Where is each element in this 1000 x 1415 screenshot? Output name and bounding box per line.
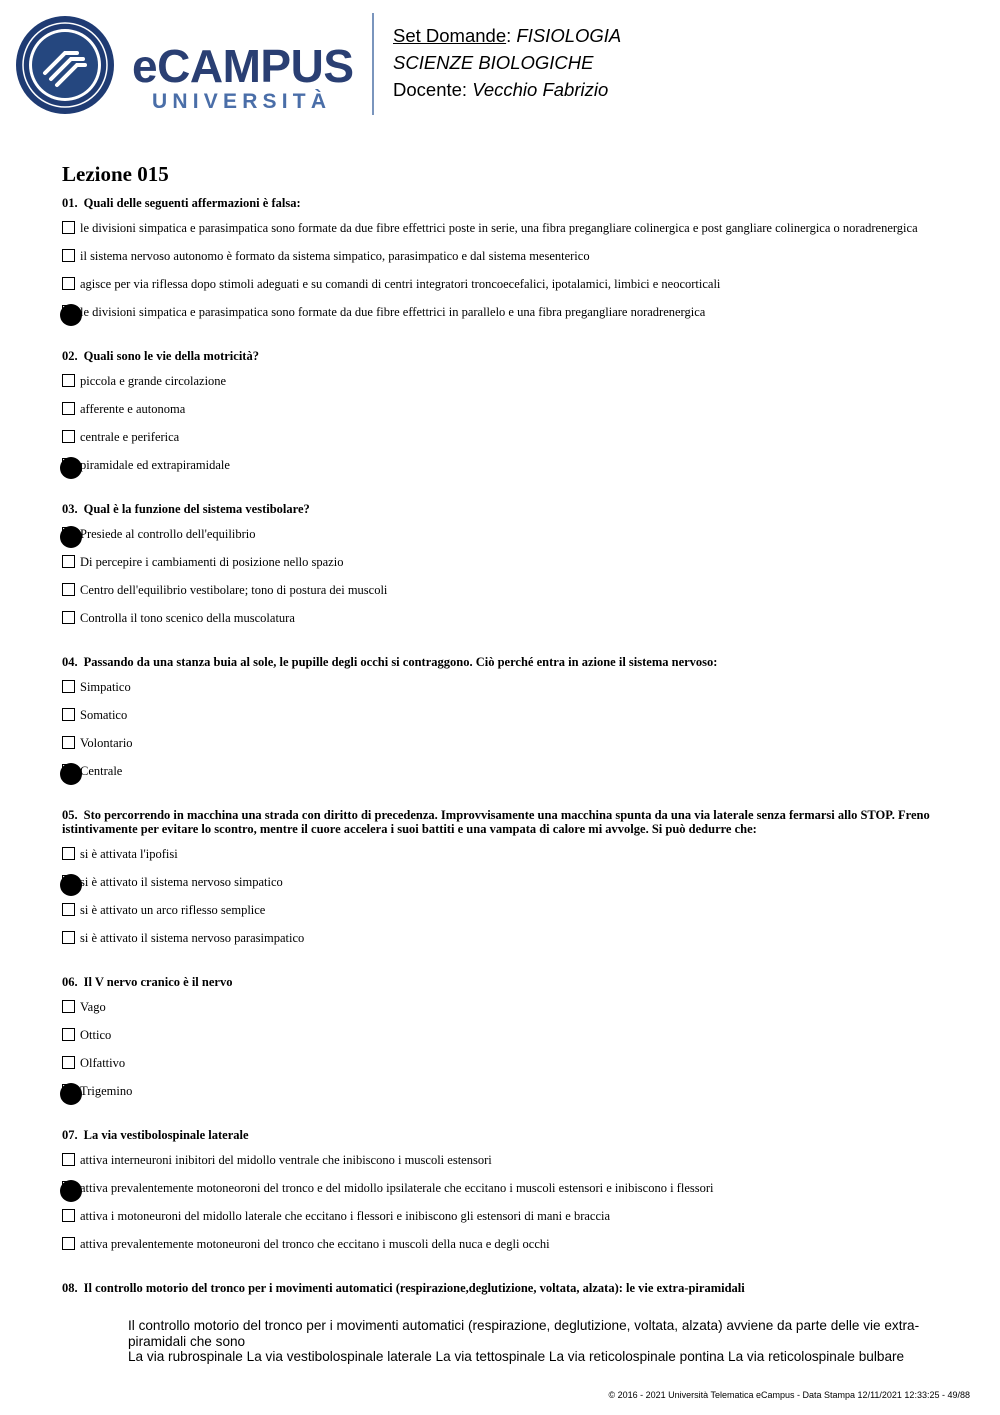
option-checkbox[interactable] <box>62 611 75 624</box>
option-text: Trigemino <box>80 1084 133 1098</box>
answer-option[interactable] <box>62 401 942 429</box>
option-text: Di percepire i cambiamenti di posizione nello spazio <box>80 555 344 569</box>
option-checkbox[interactable] <box>62 736 75 749</box>
option-checkbox[interactable] <box>62 1056 75 1069</box>
option-text: Vago <box>80 1000 106 1014</box>
option-text: si è attivato il sistema nervoso simpatico <box>80 875 283 889</box>
answer-line-2: La via rubrospinale La via vestibolospinale laterale La via tettospinale La via reticolospinale pontina La via reticolospinale bulbare <box>128 1349 905 1364</box>
option-text: piccola e grande circolazione <box>80 374 227 388</box>
question-3 <box>62 502 942 638</box>
question-2 <box>62 349 942 485</box>
answer-option[interactable] <box>62 846 942 874</box>
option-checkbox[interactable] <box>62 1000 75 1013</box>
answer-option[interactable] <box>62 999 942 1027</box>
option-checkbox[interactable] <box>62 708 75 721</box>
course-name: SCIENZE BIOLOGICHE <box>393 52 594 73</box>
option-checkbox[interactable] <box>62 277 75 290</box>
option-text: Presiede al controllo dell'equilibrio <box>80 527 256 541</box>
option-text: Olfattivo <box>80 1056 126 1070</box>
university-seal-logo <box>15 15 115 115</box>
question-number: 04. <box>62 655 78 669</box>
question-4 <box>62 655 942 791</box>
logo-subtext: UNIVERSITÀ <box>152 90 330 112</box>
question-8 <box>62 1281 942 1295</box>
question-heading <box>62 1281 942 1295</box>
answer-option[interactable] <box>62 582 942 610</box>
set-line: Set Domande: FISIOLOGIA <box>393 25 622 46</box>
answer-option[interactable] <box>62 457 942 485</box>
option-checkbox[interactable] <box>62 374 75 387</box>
option-text: piramidale ed extrapiramidale <box>80 458 230 472</box>
option-text: attiva interneuroni inibitori del midollo ventrale che inibiscono i muscoli estensori <box>80 1153 492 1167</box>
question-text: La via vestibolospinale laterale <box>83 1128 249 1142</box>
option-checkbox[interactable] <box>62 847 75 860</box>
question-number: 06. <box>62 975 78 989</box>
answer-option[interactable] <box>62 276 942 304</box>
answer-line-1: Il controllo motorio del tronco per i movimenti automatici (respirazione, deglutizione, voltata, alzata) avviene da parte delle vie extra-piramidali che sono <box>128 1318 920 1349</box>
option-text: Volontario <box>80 736 133 750</box>
question-number: 01. <box>62 196 78 210</box>
lesson-title: Lezione 015 <box>62 162 169 186</box>
answer-option[interactable] <box>62 763 942 791</box>
answer-option[interactable] <box>62 1055 942 1083</box>
option-text: il sistema nervoso autonomo è formato da sistema simpatico, parasimpatico e dal sistema mesenterico <box>80 249 590 263</box>
question-heading <box>62 196 942 210</box>
option-checkbox[interactable] <box>62 1237 75 1250</box>
question-text: Quali sono le vie della motricità? <box>83 349 259 363</box>
option-checkbox[interactable] <box>62 680 75 693</box>
option-text: Centrale <box>80 764 123 778</box>
option-text: attiva prevalentemente motoneuroni del tronco che eccitano i muscoli della nuca e degli occhi <box>80 1237 550 1251</box>
teacher-name: Vecchio Fabrizio <box>472 79 609 100</box>
option-text: Somatico <box>80 708 128 722</box>
option-text: si è attivato un arco riflesso semplice <box>80 903 266 917</box>
question-text: Passando da una stanza buia al sole, le pupille degli occhi si contraggono. Ciò perché entra in azione il sistema nervoso: <box>83 655 718 669</box>
selected-answer-marker-icon <box>60 763 82 785</box>
question-text: Quali delle seguenti affermazioni è falsa: <box>83 196 301 210</box>
option-checkbox[interactable] <box>62 1028 75 1041</box>
selected-answer-marker-icon <box>60 526 82 548</box>
option-text: le divisioni simpatica e parasimpatica sono formate da due fibre effettrici in parallelo e una fibra pregangliare noradrenergica <box>80 305 706 319</box>
answer-option[interactable] <box>62 679 942 707</box>
answer-option[interactable] <box>62 248 942 276</box>
option-text: agisce per via riflessa dopo stimoli adeguati e su comandi di centri integratori troncoecefalici, ipotalamici, limbici e neocorticali <box>80 277 721 291</box>
option-text: le divisioni simpatica e parasimpatica sono formate da due fibre effettrici poste in serie, una fibra pregangliare colinergica e post gangliare colinergica o noradrenergica <box>80 221 918 235</box>
question-number: 03. <box>62 502 78 516</box>
question-1 <box>62 196 942 332</box>
option-checkbox[interactable] <box>62 402 75 415</box>
option-text: Simpatico <box>80 680 131 694</box>
answer-option[interactable] <box>62 526 942 554</box>
answer-option[interactable] <box>62 554 942 582</box>
option-checkbox[interactable] <box>62 249 75 262</box>
answer-option[interactable] <box>62 930 942 958</box>
answer-option[interactable] <box>62 1152 942 1180</box>
selected-answer-marker-icon <box>60 457 82 479</box>
question-number: 08. <box>62 1281 78 1295</box>
option-text: afferente e autonoma <box>80 402 186 416</box>
answer-option[interactable] <box>62 304 942 332</box>
option-text: Controlla il tono scenico della muscolatura <box>80 611 295 625</box>
answer-option[interactable] <box>62 1083 942 1111</box>
option-text: si è attivato il sistema nervoso parasimpatico <box>80 931 305 945</box>
option-checkbox[interactable] <box>62 931 75 944</box>
answer-option[interactable] <box>62 1236 942 1264</box>
question-text: Il V nervo cranico è il nervo <box>83 975 233 989</box>
option-text: attiva prevalentemente motoneoroni del tronco e del midollo ipsilaterale che eccitano i muscoli estensori e inibiscono i flessori <box>80 1181 714 1195</box>
question-heading <box>62 655 942 669</box>
page-header <box>0 0 1000 130</box>
selected-answer-marker-icon <box>60 304 82 326</box>
teacher-label: Docente: <box>393 79 468 100</box>
option-text: centrale e periferica <box>80 430 180 444</box>
question-6 <box>62 975 942 1111</box>
question-number: 05. <box>62 808 78 822</box>
question-7 <box>62 1128 942 1264</box>
question-heading <box>62 975 942 989</box>
answer-option[interactable] <box>62 220 942 248</box>
selected-answer-marker-icon <box>60 1180 82 1202</box>
option-checkbox[interactable] <box>62 1153 75 1166</box>
option-text: si è attivata l'ipofisi <box>80 847 178 861</box>
option-checkbox[interactable] <box>62 903 75 916</box>
question-heading <box>62 349 942 363</box>
header-divider <box>372 13 374 115</box>
option-text: Centro dell'equilibrio vestibolare; tono di postura dei muscoli <box>80 583 388 597</box>
option-checkbox[interactable] <box>62 430 75 443</box>
set-value: FISIOLOGIA <box>516 25 622 46</box>
answer-option[interactable] <box>62 1027 942 1055</box>
option-checkbox[interactable] <box>62 1209 75 1222</box>
answer-option[interactable] <box>62 373 942 401</box>
question-number: 07. <box>62 1128 78 1142</box>
selected-answer-marker-icon <box>60 1083 82 1105</box>
answer-option[interactable] <box>62 902 942 930</box>
question-heading <box>62 502 942 516</box>
option-checkbox[interactable] <box>62 583 75 596</box>
answer-option[interactable] <box>62 707 942 735</box>
answer-option[interactable] <box>62 1208 942 1236</box>
question-number: 02. <box>62 349 78 363</box>
question-text: Qual è la funzione del sistema vestibolare? <box>83 502 310 516</box>
course-info <box>393 22 621 103</box>
question-heading <box>62 808 942 836</box>
selected-answer-marker-icon <box>60 874 82 896</box>
answer-option[interactable] <box>62 874 942 902</box>
option-text: attiva i motoneuroni del midollo laterale che eccitano i flessori e inibiscono gli estensori di mani e braccia <box>80 1209 611 1223</box>
question-heading <box>62 1128 942 1142</box>
question-text: Il controllo motorio del tronco per i movimenti automatici (respirazione,deglutizione, voltata, alzata): le vie extra-piramidali <box>83 1281 745 1295</box>
question-5 <box>62 808 942 958</box>
option-text: Ottico <box>80 1028 112 1042</box>
question-list <box>62 196 942 1312</box>
answer-option[interactable] <box>62 1180 942 1208</box>
open-answer <box>128 1318 928 1365</box>
print-footer: © 2016 - 2021 Università Telematica eCampus - Data Stampa 12/11/2021 12:33:25 - 49/88 <box>608 1390 970 1400</box>
ecampus-wordmark-logo <box>132 40 357 112</box>
question-text: Sto percorrendo in macchina una strada con diritto di precedenza. Improvvisamente una macchina spunta da una via laterale senza fermarsi allo STOP. Freno istintivamente per evitare lo scontro, mentre il cuore accelera i suoi battiti e una vampata di calore mi avvolge. Si può dedurre che: <box>62 808 930 836</box>
answer-option[interactable] <box>62 429 942 457</box>
set-label: Set Domande <box>393 25 507 46</box>
option-checkbox[interactable] <box>62 221 75 234</box>
answer-option[interactable] <box>62 735 942 763</box>
logo-text: eCAMPUS <box>132 40 354 92</box>
option-checkbox[interactable] <box>62 555 75 568</box>
answer-option[interactable] <box>62 610 942 638</box>
teacher-line <box>393 76 621 103</box>
